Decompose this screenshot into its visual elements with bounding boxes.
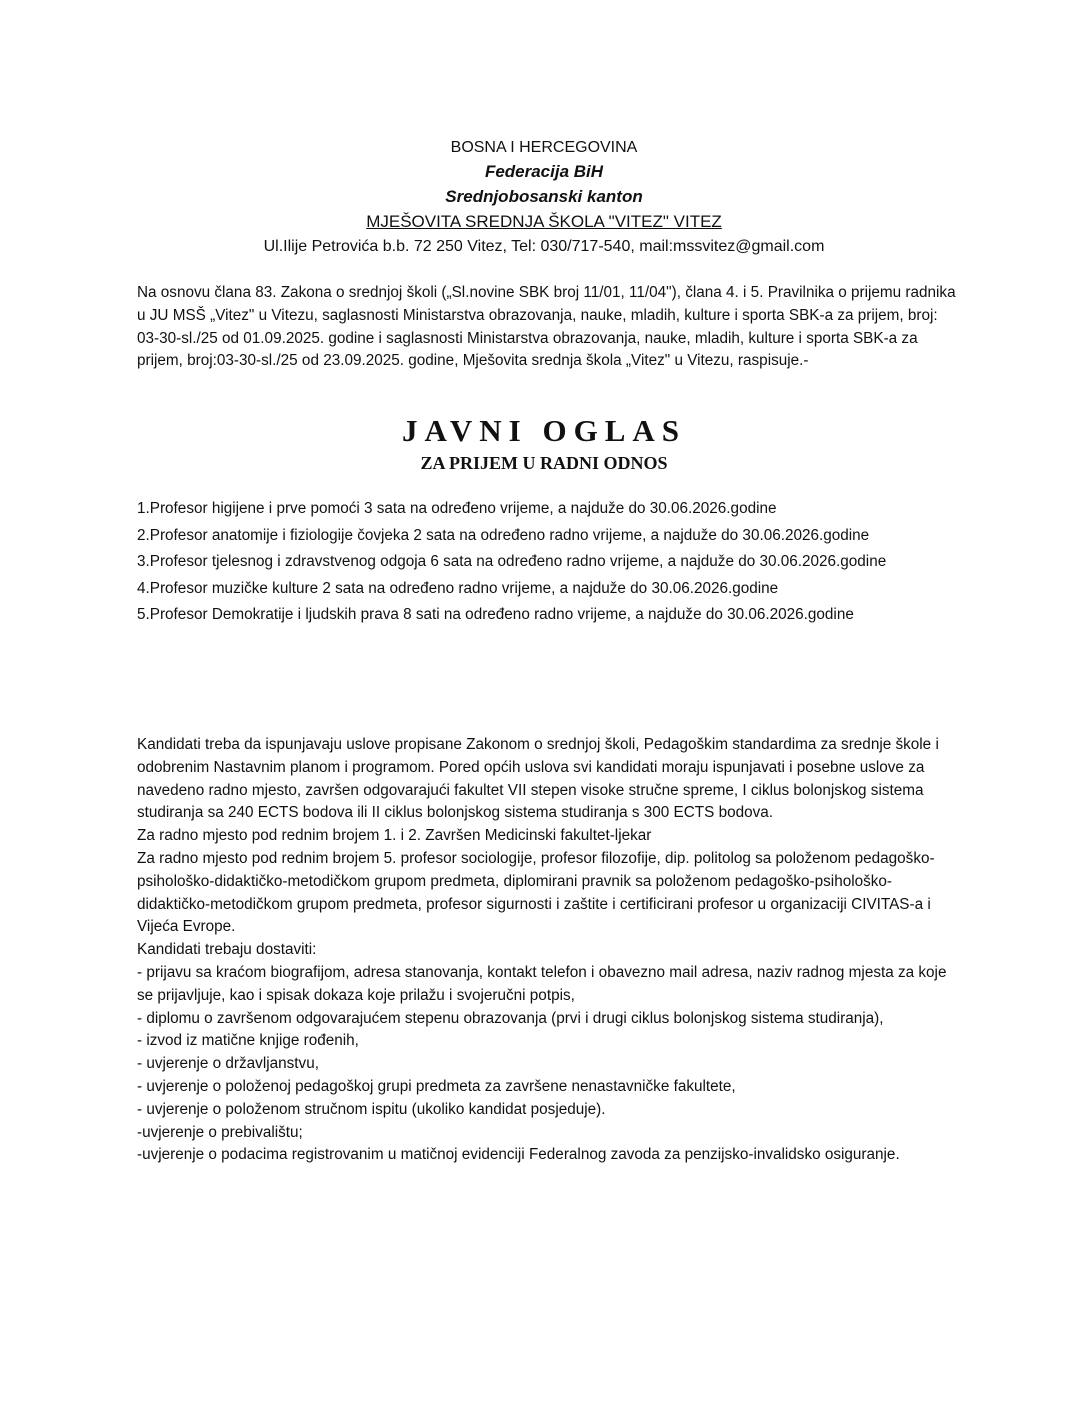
document-item: - prijavu sa kraćom biografijom, adresa stanovanja, kontakt telefon i obavezno mail adresa, naziv radnog mjesta za koje se prijavljuje, kao i spisak dokaza koje prilažu i svojeručni potpis, xyxy=(137,963,947,1004)
document-item: - uvjerenje o položenom stručnom ispitu (ukoliko kandidat posjeduje). xyxy=(137,1100,606,1118)
header-country: BOSNA I HERCEGOVINA xyxy=(450,139,638,156)
header-federation: Federacija BiH xyxy=(484,162,604,181)
document-item: -uvjerenje o podacima registrovanim u matičnoj evidenciji Federalnog zavoda za penzijsko-invalidsko osiguranje. xyxy=(137,1146,900,1164)
document-item: - uvjerenje o položenoj pedagoškoj grupi predmeta za završene nenastavničke fakultete, xyxy=(137,1077,736,1095)
position-item: 2.Profesor anatomije i fiziologije čovjeka 2 sata na određeno radno vrijeme, a najduže do 30.06.2026.godine xyxy=(137,526,870,544)
announcement-subtitle: ZA PRIJEM U RADNI ODNOS xyxy=(420,453,668,473)
positions-list xyxy=(137,496,897,629)
position-item: 1.Profesor higijene i prve pomoći 3 sata na određeno vrijeme, a najduže do 30.06.2026.godine xyxy=(137,500,777,517)
document-item: - uvjerenje o državljanstvu, xyxy=(137,1055,319,1073)
document-item: - izvod iz matične knjige rođenih, xyxy=(137,1032,359,1050)
header-school-name: MJEŠOVITA SREDNJA ŠKOLA "VITEZ" VITEZ xyxy=(366,212,722,231)
header-address: Ul.Ilije Petrovića b.b. 72 250 Vitez, Tel: 030/717-540, mail:mssvitez@gmail.com xyxy=(263,238,825,255)
document-item: - diplomu o završenom odgovarajućem stepenu obrazovanja (prvi i drugi ciklus bolonjskog sistema studiranja), xyxy=(137,1009,884,1027)
requirements-section xyxy=(137,734,957,1167)
document-item: -uvjerenje o prebivalištu; xyxy=(137,1123,303,1141)
announcement-title: JAVNI OGLAS xyxy=(401,413,686,448)
requirements-position-1-2: Za radno mjesto pod rednim brojem 1. i 2. Završen Medicinski fakultet-ljekar xyxy=(137,827,652,845)
position-item: 5.Profesor Demokratije i ljudskih prava 8 sati na određeno radno vrijeme, a najduže do 30.06.2026.godine xyxy=(137,606,854,624)
position-item: 4.Profesor muzičke kulture 2 sata na određeno radno vrijeme, a najduže do 30.06.2026.godine xyxy=(137,579,779,597)
documents-intro: Kandidati trebaju dostaviti: xyxy=(137,941,317,959)
header-canton: Srednjobosanski kanton xyxy=(445,187,643,206)
position-item: 3.Profesor tjelesnog i zdravstvenog odgoja 6 sata na određeno radno vrijeme, a najduže do 30.06.2026.godine xyxy=(137,553,887,571)
requirements-general: Kandidati treba da ispunjavaju uslove propisane Zakonom o srednjoj školi, Pedagoškim standardima za srednje škole i odobrenim Nastavnim planom i programom. Pored općih uslova svi kandidati moraju ispunjavati i posebne uslove za navedeno radno mjesto, završen odgovarajući fakultet VII stepen visoke stručne spreme, I ciklus bolonjskog sistema studiranja sa 240 ECTS bodova ili II ciklus bolonjskog sistema studiranja s 300 ECTS bodova. xyxy=(137,736,939,822)
requirements-position-5: Za radno mjesto pod rednim brojem 5. profesor sociologije, profesor filozofije, dip. politolog sa položenom pedagoško-psihološko-didaktičko-metodičkom grupom predmeta, diplomirani pravnik sa položenom pedagoško-psihološko-didaktičko-metodičkom grupom predmeta, profesor sigurnosti i zaštite i certificirani profesor u organizaciji CIVITAS-a i Vijeća Evrope. xyxy=(137,849,935,936)
intro-paragraph: Na osnovu člana 83. Zakona o srednjoj školi („Sl.novine SBK broj 11/01, 11/04"), člana 4. i 5. Pravilnika o prijemu radnika u JU MSŠ „Vitez" u Vitezu, saglasnosti Ministarstva obrazovanja, nauke, mladih, kulture i sporta SBK-a za prijem, broj: 03-30-sl./25 od 01.09.2025. godine i saglasnosti Ministarstva obrazovanja, nauke, mladih, kulture i sporta SBK-a za prijem, broj:03-30-sl./25 od 23.09.2025. godine, Mješovita srednja škola „Vitez" u Vitezu, raspisuje.- xyxy=(137,284,956,370)
